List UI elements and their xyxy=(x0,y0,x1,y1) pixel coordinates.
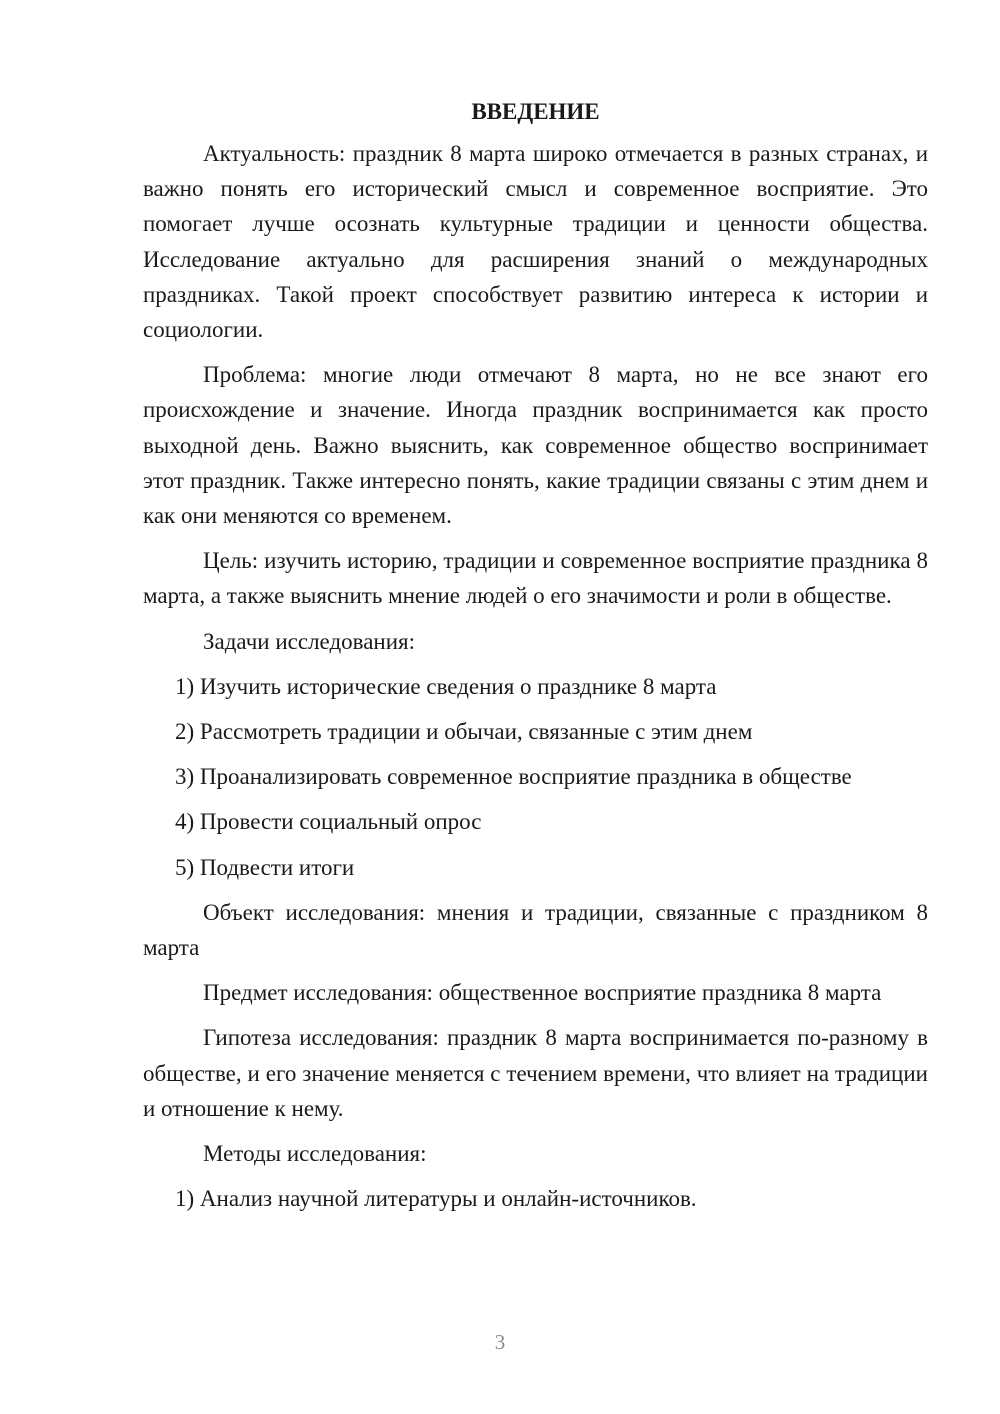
section-heading: ВВЕДЕНИЕ xyxy=(471,99,600,124)
task-item: 1) Изучить исторические сведения о празднике 8 марта xyxy=(175,673,717,699)
methods-label: Методы исследования: xyxy=(203,1141,427,1167)
hypothesis-paragraph: Гипотеза исследования: праздник 8 марта воспринимается по-разному в обществе, и его значение меняется с течением времени, что влияет на традиции и отношение к нему. xyxy=(143,1025,928,1121)
page-content xyxy=(143,94,928,1226)
subject-paragraph: Предмет исследования: общественное восприятие праздника 8 марта xyxy=(203,980,882,1006)
task-item: 5) Подвести итоги xyxy=(175,854,355,880)
task-item: 3) Проанализировать современное восприятие праздника в обществе xyxy=(175,764,852,790)
methods-list xyxy=(143,1181,928,1216)
tasks-list xyxy=(143,669,928,885)
page-number: 3 xyxy=(494,1330,506,1354)
object-paragraph: Объект исследования: мнения и традиции, связанные с праздником 8 марта xyxy=(143,899,928,961)
problem-paragraph: Проблема: многие люди отмечают 8 марта, но не все знают его происхождение и значение. Иногда праздник воспринимается как просто выходной день. Важно выяснить, как современное общество воспринимает этот праздник. Также интересно понять, какие традиции связаны с этим днем и как они меняются со временем. xyxy=(143,362,928,529)
goal-paragraph: Цель: изучить историю, традиции и современное восприятие праздника 8 марта, а также выяснить мнение людей о его значимости и роли в обществе. xyxy=(143,548,928,609)
method-item: 1) Анализ научной литературы и онлайн-источников. xyxy=(175,1186,697,1212)
tasks-label: Задачи исследования: xyxy=(203,628,416,654)
relevance-paragraph: Актуальность: праздник 8 марта широко отмечается в разных странах, и важно понять его исторический смысл и современное восприятие. Это помогает лучше осознать культурные традиции и ценности общества. Исследование актуально для расширения знаний о международных праздниках. Такой проект способствует развитию интереса к истории и социологии. xyxy=(143,141,928,343)
task-item: 4) Провести социальный опрос xyxy=(175,809,482,835)
task-item: 2) Рассмотреть традиции и обычаи, связанные с этим днем xyxy=(175,719,753,745)
